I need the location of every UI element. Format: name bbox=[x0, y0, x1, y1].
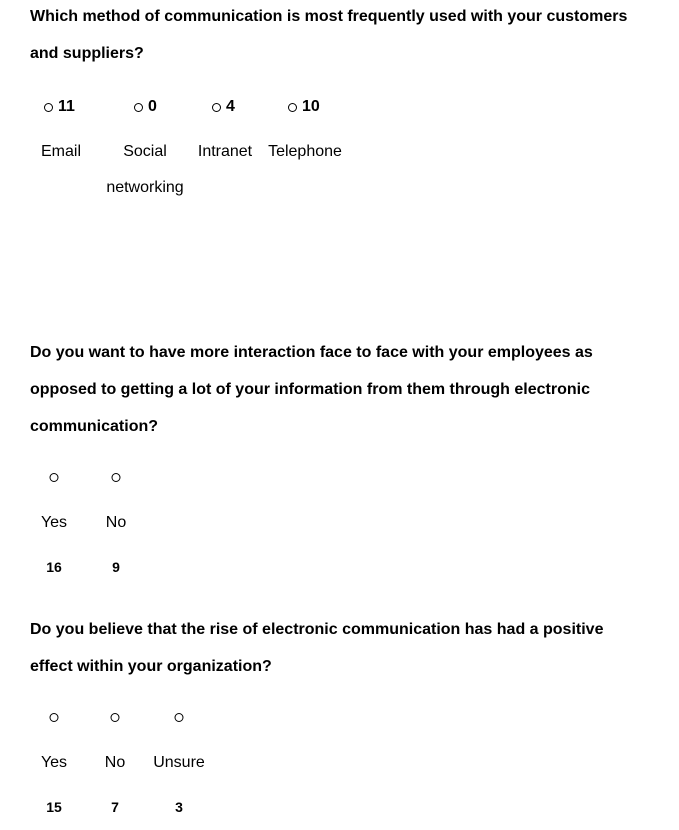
q3-option-yes: Yes bbox=[40, 754, 68, 771]
q3-text-line1: Do you believe that the rise of electronic communication has had a positive bbox=[30, 621, 604, 638]
q2-text-line3: communication? bbox=[30, 418, 159, 435]
q2-text-line1: Do you want to have more interaction face to face with your employees as bbox=[30, 344, 593, 361]
q3-count-no: 7 bbox=[111, 799, 119, 815]
q1-option-social-networking: networking bbox=[106, 179, 184, 196]
radio-circle-icon bbox=[134, 103, 143, 112]
q1-radio-social[interactable] bbox=[134, 98, 157, 117]
radio-circle-icon bbox=[44, 103, 53, 112]
q2-text-line2: opposed to getting a lot of your information from them through electronic bbox=[30, 381, 590, 398]
radio-circle-icon bbox=[175, 713, 184, 722]
q1-radio-intranet[interactable] bbox=[212, 98, 235, 117]
q2-option-no: No bbox=[105, 514, 127, 531]
q1-radio-telephone[interactable] bbox=[288, 98, 320, 117]
q1-text-line1: Which method of communication is most frequently used with your customers bbox=[30, 8, 628, 25]
radio-circle-icon bbox=[288, 103, 297, 112]
q2-option-yes: Yes bbox=[40, 514, 68, 531]
q1-option-email: Email bbox=[40, 143, 82, 160]
q1-radio-email[interactable] bbox=[44, 98, 75, 117]
q1-count-telephone: 10 bbox=[302, 98, 320, 115]
radio-circle-icon bbox=[112, 473, 121, 482]
q1-option-intranet: Intranet bbox=[197, 143, 253, 160]
q2-radio-yes[interactable] bbox=[50, 469, 59, 487]
q3-radio-no[interactable] bbox=[111, 709, 120, 727]
radio-circle-icon bbox=[212, 103, 221, 112]
q1-count-email: 11 bbox=[58, 98, 75, 115]
q2-count-yes: 16 bbox=[46, 559, 62, 575]
q3-count-yes: 15 bbox=[46, 799, 62, 815]
radio-circle-icon bbox=[50, 473, 59, 482]
q3-option-no: No bbox=[104, 754, 126, 771]
q1-option-telephone: Telephone bbox=[268, 143, 342, 160]
q3-radio-yes[interactable] bbox=[50, 709, 59, 727]
q1-count-intranet: 4 bbox=[226, 98, 235, 115]
q2-radio-no[interactable] bbox=[112, 469, 121, 487]
q3-radio-unsure[interactable] bbox=[175, 709, 184, 727]
q1-count-social: 0 bbox=[148, 98, 157, 115]
q3-option-unsure: Unsure bbox=[153, 754, 205, 771]
q1-option-social: Social bbox=[123, 143, 167, 160]
q3-count-unsure: 3 bbox=[175, 799, 183, 815]
radio-circle-icon bbox=[111, 713, 120, 722]
q2-count-no: 9 bbox=[112, 559, 120, 575]
q3-text-line2: effect within your organization? bbox=[30, 658, 272, 675]
q1-text-line2: and suppliers? bbox=[30, 45, 144, 62]
radio-circle-icon bbox=[50, 713, 59, 722]
